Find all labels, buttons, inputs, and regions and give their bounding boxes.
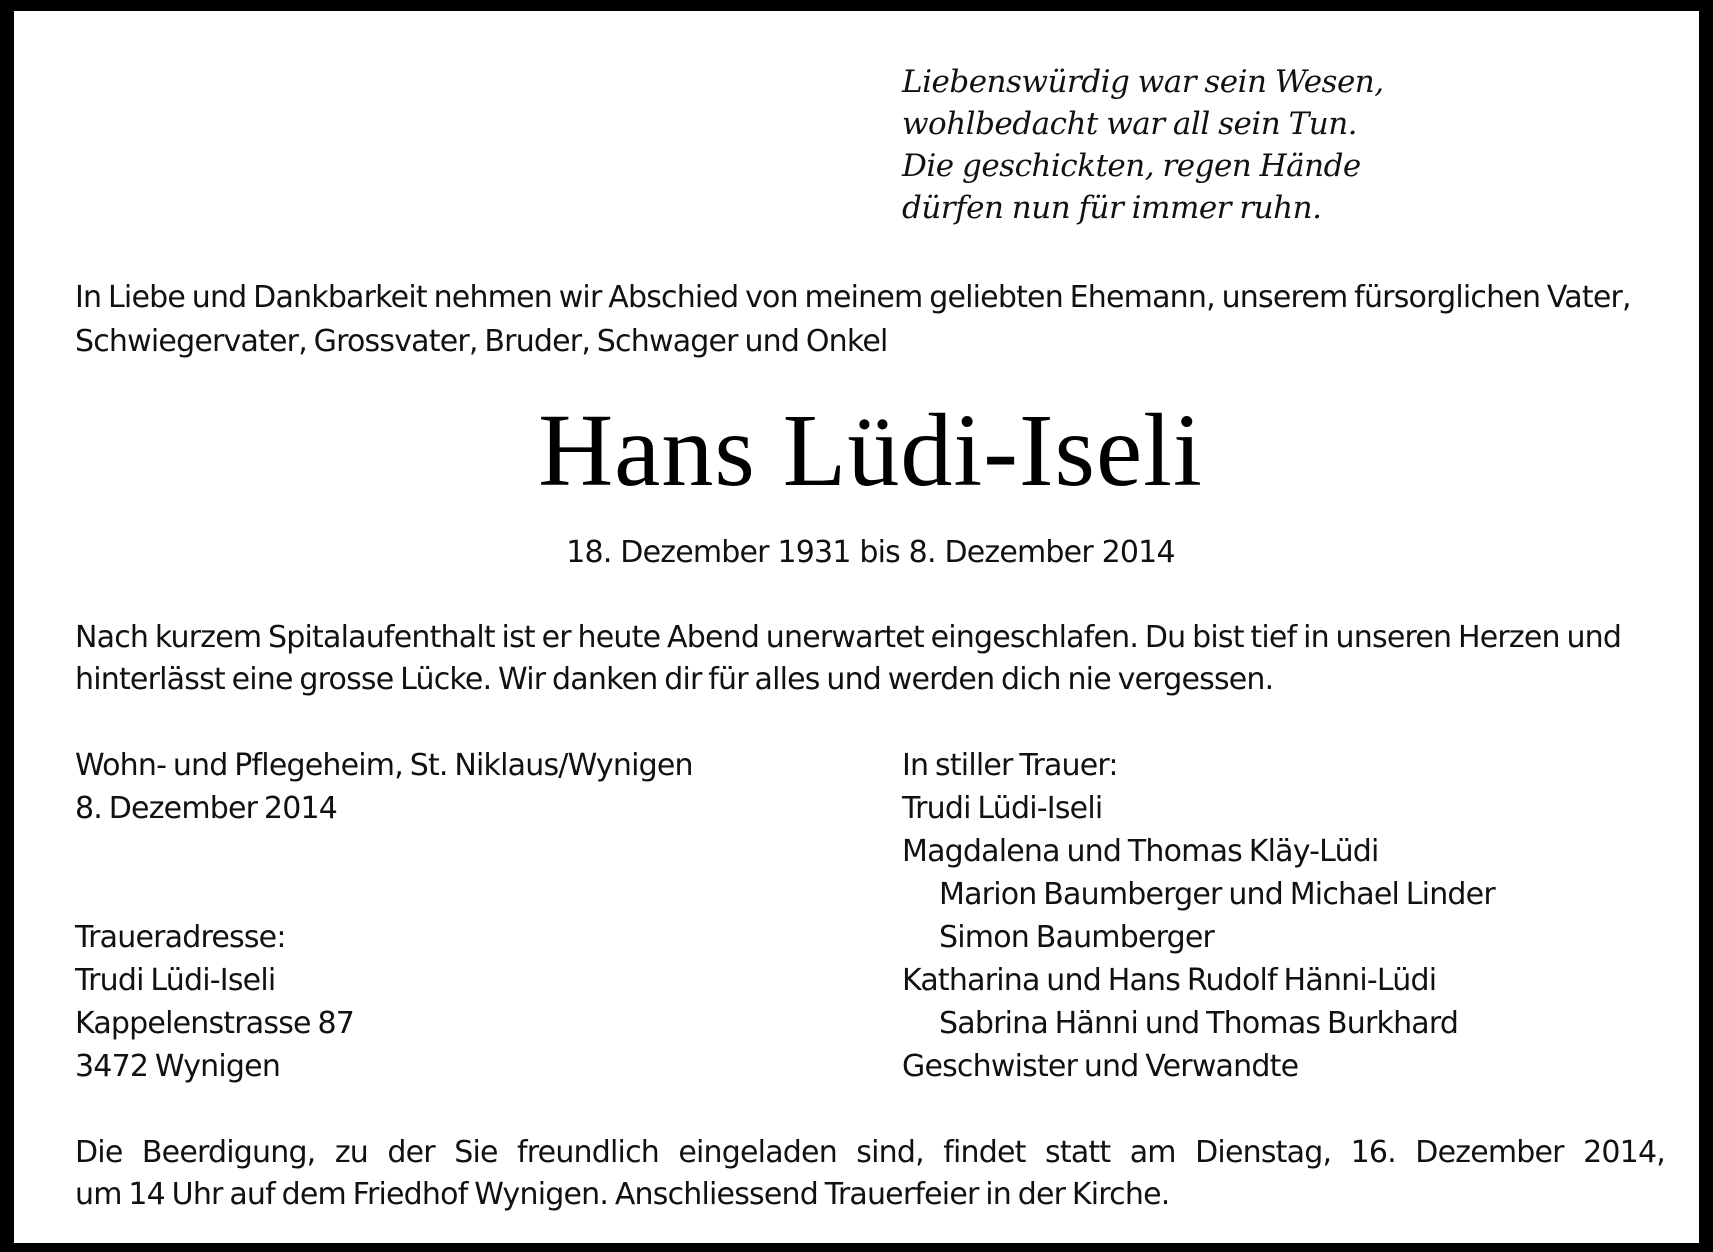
mourner-entry: Magdalena und Thomas Kläy-Lüdi <box>902 834 1379 869</box>
intro-line: In Liebe und Dankbarkeit nehmen wir Abschied von meinem geliebten Ehemann, unserem fürsorglichen Vater, <box>75 280 1631 315</box>
poem-line: wohlbedacht war all sein Tun. <box>902 106 1358 142</box>
poem-line: dürfen nun für immer ruhn. <box>902 190 1322 226</box>
mourner-entry: Simon Baumberger <box>939 920 1215 955</box>
mourner-entry: Marion Baumberger und Michael Linder <box>939 877 1495 912</box>
deceased-name: Hans Lüdi-Iseli <box>538 393 1203 508</box>
mourning-address-block <box>75 916 354 1088</box>
farewell-message <box>75 617 1621 701</box>
mourner-entry: Sabrina Hänni und Thomas Burkhard <box>939 1006 1459 1041</box>
funeral-notice <box>75 1132 1665 1216</box>
mourner-entry: Katharina und Hans Rudolf Hänni-Lüdi <box>902 963 1437 998</box>
message-line: hinterlässt eine grosse Lücke. Wir danken dir für alles und werden dich nie vergessen. <box>75 662 1274 697</box>
mourner-entry: Trudi Lüdi-Iseli <box>902 791 1103 826</box>
funeral-line: um 14 Uhr auf dem Friedhof Wynigen. Anschliessend Trauerfeier in der Kirche. <box>75 1177 1170 1212</box>
address-name: Trudi Lüdi-Iseli <box>75 963 276 998</box>
poem-line: Liebenswürdig war sein Wesen, <box>902 64 1384 100</box>
intro-line: Schwiegervater, Grossvater, Bruder, Schwager und Onkel <box>75 324 888 359</box>
place-date-block <box>75 744 693 830</box>
mourner-entry: Geschwister und Verwandte <box>902 1049 1299 1084</box>
address-city: 3472 Wynigen <box>75 1049 281 1084</box>
mourners-list <box>902 744 1495 1088</box>
address-heading: Traueradresse: <box>75 920 286 955</box>
date-text: 8. Dezember 2014 <box>75 791 338 826</box>
mourners-heading: In stiller Trauer: <box>902 748 1118 783</box>
poem-line: Die geschickten, regen Hände <box>902 148 1361 184</box>
funeral-line: Die Beerdigung, zu der Sie freundlich eingeladen sind, findet statt am Dienstag, 16. Dezember 2014, <box>75 1135 1665 1170</box>
place-text: Wohn- und Pflegeheim, St. Niklaus/Wynigen <box>75 748 693 783</box>
intro-text <box>75 276 1675 364</box>
message-line: Nach kurzem Spitalaufenthalt ist er heute Abend unerwartet eingeschlafen. Du bist tief in unseren Herzen und <box>75 620 1622 655</box>
poem-verse <box>902 61 1384 229</box>
address-street: Kappelenstrasse 87 <box>75 1006 355 1041</box>
life-dates: 18. Dezember 1931 bis 8. Dezember 2014 <box>566 535 1175 570</box>
